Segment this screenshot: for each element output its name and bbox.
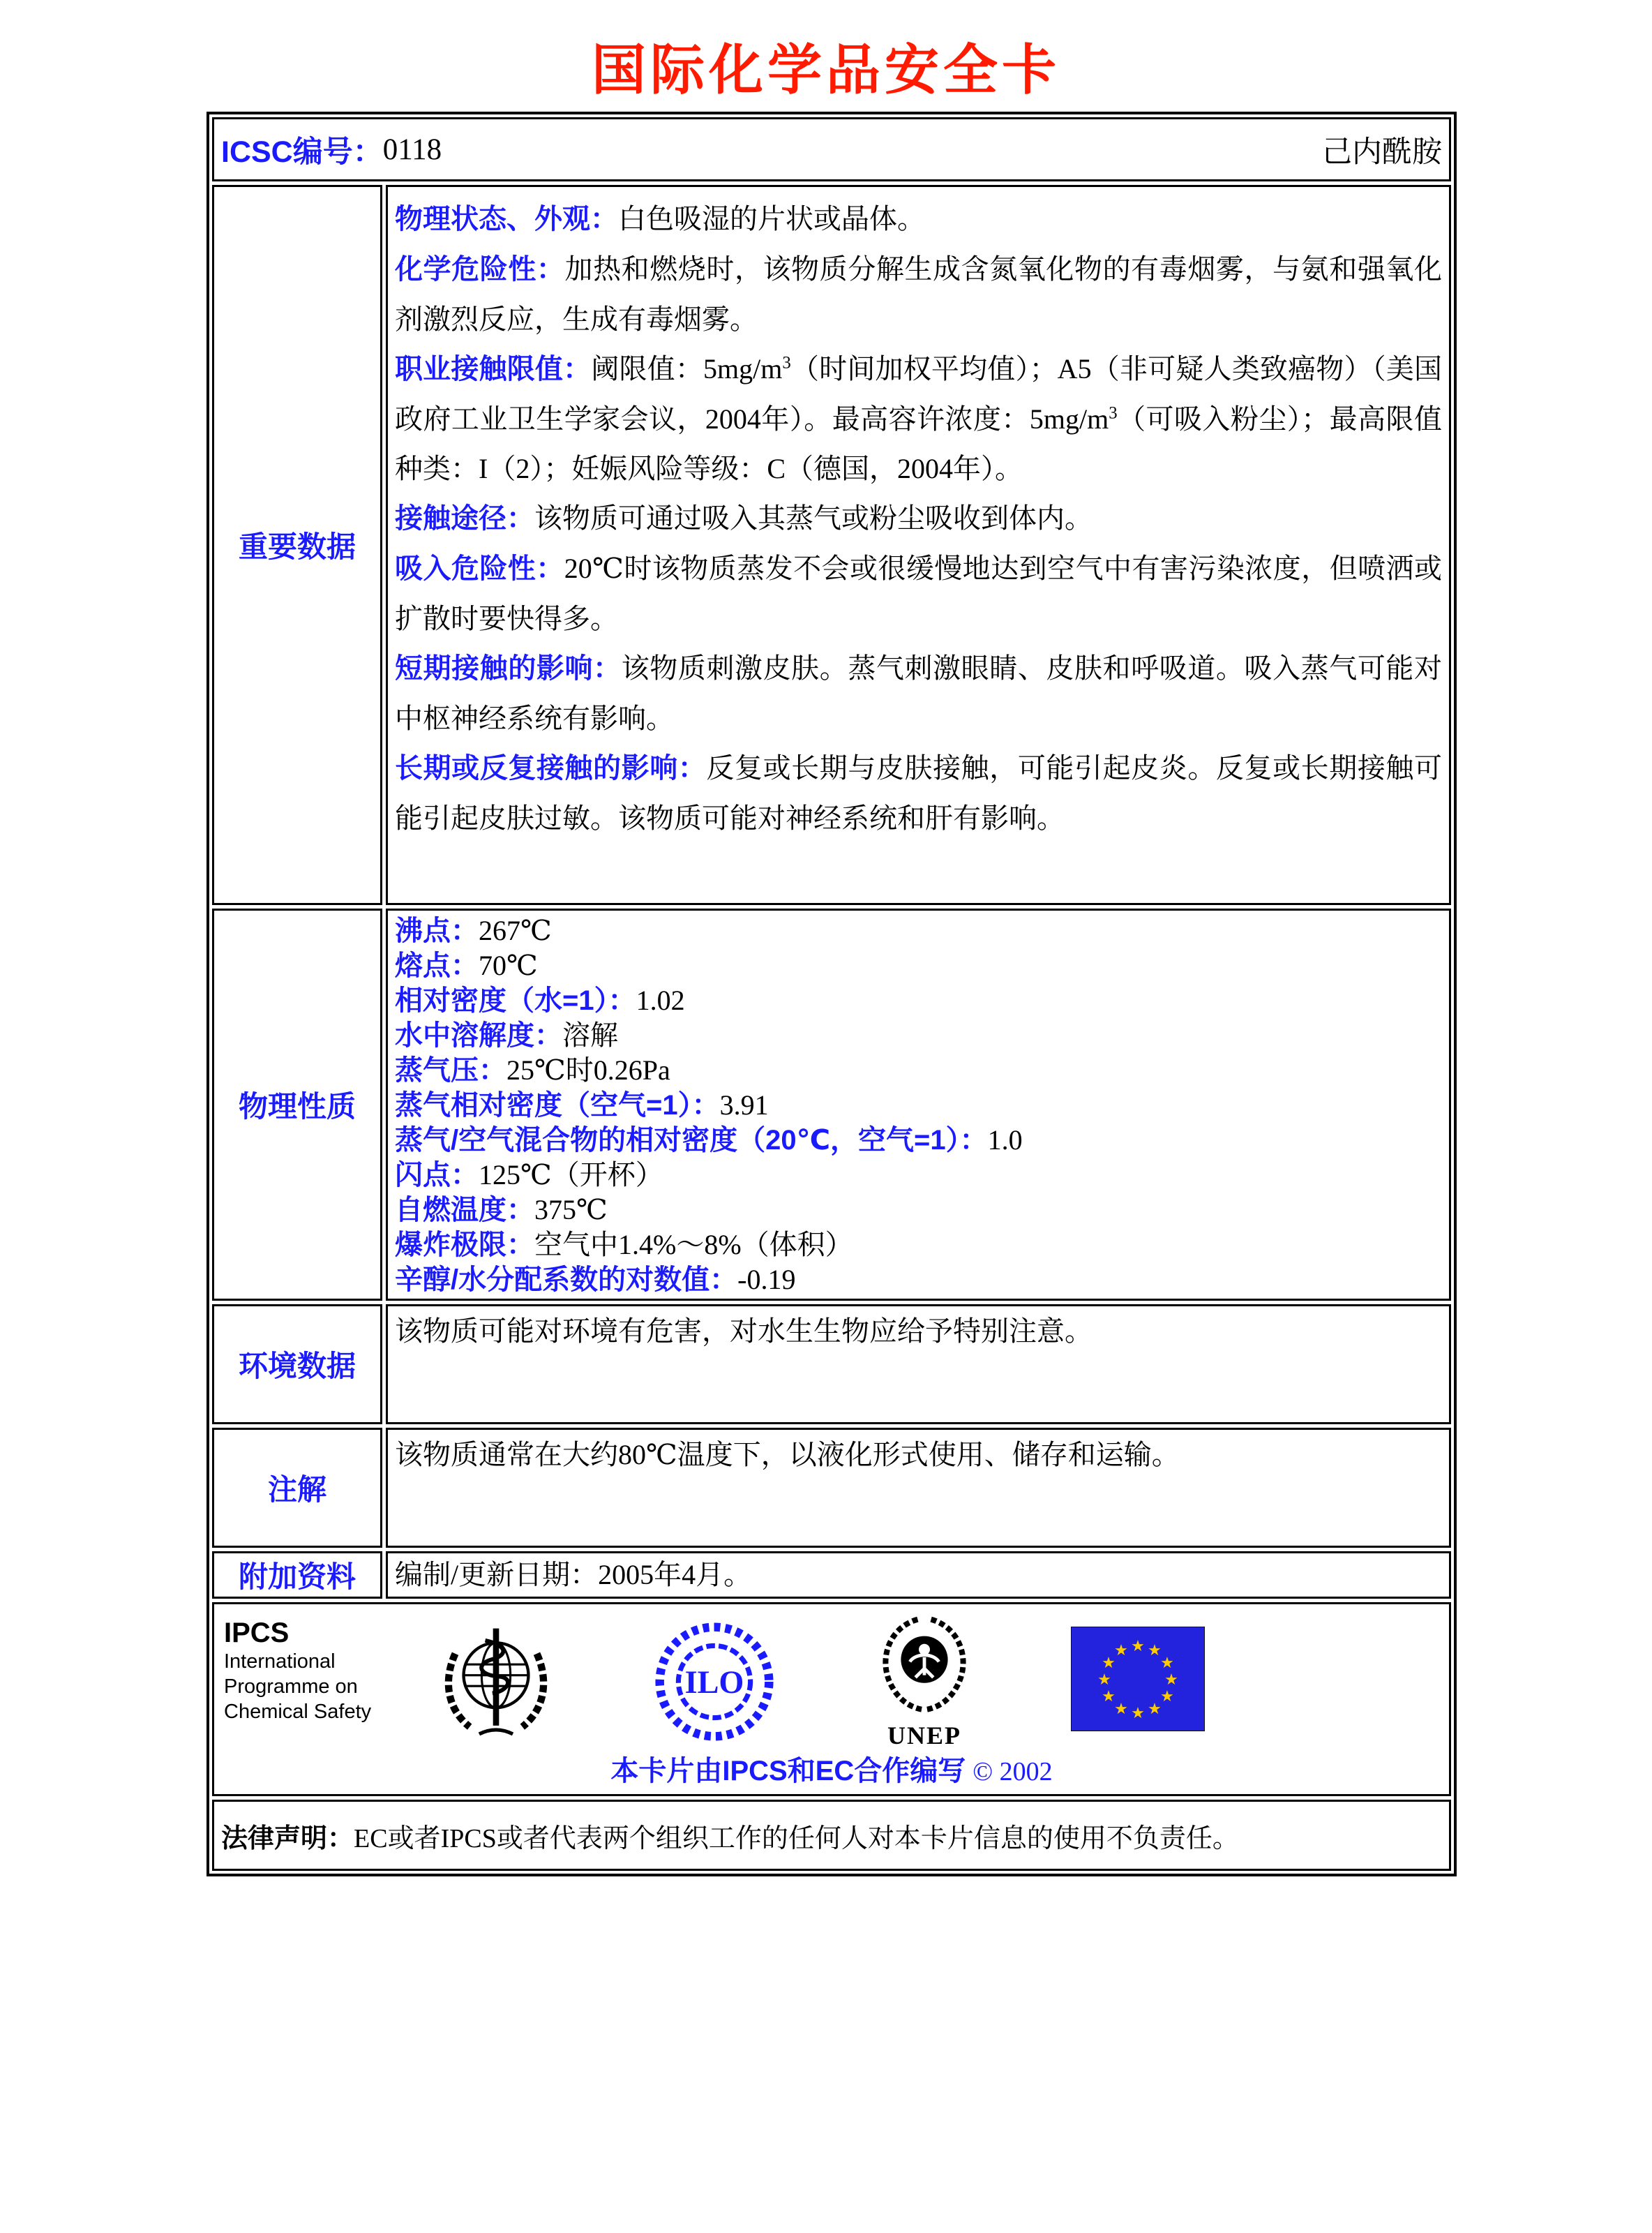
additional-info-row [212, 1551, 1451, 1599]
important-data-item [395, 194, 1442, 244]
section-label-notes: 注解 [212, 1428, 382, 1548]
legal-text: EC或者IPCS或者代表两个组织工作的任何人对本卡片信息的使用不负责任。 [354, 1823, 1239, 1853]
section-label-additional-info: 附加资料 [212, 1551, 382, 1599]
field-label: 接触途径： [395, 503, 534, 534]
unep-caption: UNEP [887, 1722, 961, 1749]
additional-info-text: 编制/更新日期：2005年4月。 [395, 1559, 752, 1590]
physical-property-line [395, 1193, 1442, 1227]
field-value: 1.0 [987, 1124, 1023, 1156]
svg-text:★: ★ [1164, 1671, 1178, 1689]
physical-property-line [395, 1123, 1442, 1158]
footer-row [212, 1602, 1451, 1796]
important-data-item [395, 344, 1442, 493]
who-logo-icon [436, 1622, 556, 1742]
header-cell [212, 117, 1451, 181]
field-value: 375℃ [534, 1194, 608, 1225]
important-data-content [386, 185, 1451, 905]
field-value: 125℃（开杯） [479, 1159, 663, 1190]
field-label: 自燃温度： [395, 1195, 534, 1225]
svg-text:★: ★ [1160, 1688, 1174, 1705]
icsc-card [206, 112, 1457, 1876]
field-label: 沸点： [395, 916, 479, 946]
field-label: 职业接触限值： [395, 354, 592, 384]
svg-text:★: ★ [1097, 1671, 1111, 1689]
icsc-number-group [221, 128, 442, 171]
ipcs-subtitle-line: International [224, 1650, 336, 1673]
field-value: 空气中1.4%～8%（体积） [534, 1229, 853, 1260]
physical-property-line [395, 983, 1442, 1018]
icsc-number-value: 0118 [382, 133, 442, 166]
field-value: 70℃ [479, 950, 538, 981]
icsc-number-label: ICSC编号： [221, 135, 383, 169]
svg-text:★: ★ [1114, 1642, 1128, 1659]
svg-text:★: ★ [1114, 1701, 1128, 1718]
field-label: 闪点： [395, 1160, 479, 1190]
ipcs-text-block [224, 1617, 371, 1724]
field-value: 20℃时该物质蒸发不会或很缓慢地达到空气中有害污染浓度，但喷洒或扩散时要快得多。 [395, 553, 1443, 634]
section-label-physical-properties: 物理性质 [212, 909, 382, 1301]
credit-line [214, 1749, 1449, 1788]
ipcs-title: IPCS [224, 1618, 290, 1648]
page-title: 国际化学品安全卡 [591, 40, 1060, 100]
notes-text: 该物质通常在大约80℃温度下，以液化形式使用、储存和运输。 [395, 1439, 1180, 1470]
svg-text:★: ★ [1102, 1655, 1116, 1672]
environmental-data-row [212, 1304, 1451, 1424]
physical-property-line [395, 1018, 1442, 1053]
field-label: 辛醇/水分配系数的对数值： [395, 1264, 738, 1295]
physical-property-line [395, 948, 1442, 983]
field-value: 加热和燃烧时，该物质分解生成含氮氧化物的有毒烟雾，与氨和强氧化剂激烈反应，生成有毒烟雾。 [395, 253, 1442, 335]
field-value: 该物质可通过吸入其蒸气或粉尘吸收到体内。 [534, 502, 1092, 534]
field-label: 短期接触的影响： [395, 653, 622, 684]
physical-property-line [395, 913, 1442, 948]
svg-text:★: ★ [1131, 1705, 1145, 1722]
footer-cell [212, 1602, 1451, 1796]
additional-info-content [386, 1551, 1451, 1599]
field-label: 蒸气/空气混合物的相对密度（20℃，空气=1）： [395, 1125, 988, 1156]
field-value: 25℃时0.26Pa [506, 1054, 670, 1086]
credit-text: 本卡片由IPCS和EC合作编写 [610, 1756, 966, 1786]
ipcs-subtitle-line: Chemical Safety [224, 1701, 372, 1723]
environmental-data-text: 该物质可能对环境有危害，对水生生物应给予特别注意。 [395, 1315, 1092, 1347]
unep-logo-block [869, 1613, 980, 1749]
physical-property-line [395, 1262, 1442, 1297]
header-row [212, 117, 1451, 181]
field-label: 爆炸极限： [395, 1230, 534, 1260]
field-label: 物理状态、外观： [395, 204, 618, 234]
field-label: 长期或反复接触的影响： [395, 753, 707, 784]
eu-flag-icon [1071, 1627, 1205, 1731]
svg-text:★: ★ [1148, 1701, 1162, 1718]
svg-text:★: ★ [1160, 1655, 1174, 1672]
physical-properties-content [386, 909, 1451, 1301]
physical-properties-row [212, 909, 1451, 1301]
field-value: 3.91 [719, 1089, 769, 1121]
field-value: 反复或长期与皮肤接触，可能引起皮炎。反复或长期接触可能引起皮肤过敏。该物质可能对神经系统和肝有影响。 [395, 752, 1443, 834]
field-label: 熔点： [395, 950, 479, 981]
important-data-item [395, 643, 1442, 743]
field-value: 1.02 [636, 985, 685, 1016]
field-label: 相对密度（水=1）： [395, 985, 636, 1016]
unep-logo-icon [869, 1613, 980, 1719]
important-data-item [395, 544, 1442, 643]
physical-property-line [395, 1158, 1442, 1193]
svg-text:★: ★ [1131, 1638, 1145, 1655]
notes-row [212, 1428, 1451, 1548]
section-label-important-data: 重要数据 [212, 185, 382, 905]
ilo-logo-icon [652, 1620, 776, 1744]
legal-label: 法律声明： [221, 1823, 354, 1853]
field-value: 白色吸湿的片状或晶体。 [618, 203, 925, 234]
physical-property-line [395, 1088, 1442, 1123]
section-label-environmental-data: 环境数据 [212, 1304, 382, 1424]
credit-copyright: © 2002 [973, 1757, 1053, 1786]
legal-row [212, 1800, 1451, 1871]
physical-property-line [395, 1227, 1442, 1262]
svg-text:★: ★ [1102, 1688, 1116, 1705]
environmental-data-content [386, 1304, 1451, 1424]
physical-property-line [395, 1053, 1442, 1088]
field-label: 蒸气压： [395, 1055, 506, 1086]
field-value: -0.19 [737, 1264, 796, 1295]
field-value: 阈限值：$5mg/m^3$（时间加权平均值）；A5（非可疑人类致癌物）（美国政府工业卫生学家会议，2004年）。最高容许浓度：$5mg/m^3$（可吸入粉尘）；最高限值种类：I（2）；妊娠风险等级：C（德国，2004年）。 [395, 353, 1443, 484]
important-data-row [212, 185, 1451, 905]
field-label: 化学危险性： [395, 254, 565, 285]
important-data-item [395, 244, 1442, 344]
ilo-monogram: ILO [684, 1665, 744, 1701]
important-data-item [395, 743, 1442, 843]
ipcs-subtitle-line: Programme on [224, 1675, 358, 1698]
field-label: 蒸气相对密度（空气=1）： [395, 1090, 720, 1121]
field-label: 吸入危险性： [395, 553, 564, 584]
svg-text:★: ★ [1148, 1642, 1162, 1659]
notes-content [386, 1428, 1451, 1548]
legal-cell [212, 1800, 1451, 1871]
field-value: 267℃ [479, 915, 552, 946]
field-value: 该物质刺激皮肤。蒸气刺激眼睛、皮肤和呼吸道。吸入蒸气可能对中枢神经系统有影响。 [395, 652, 1443, 734]
chemical-name: 己内酰胺 [1322, 135, 1442, 169]
field-value: 溶解 [562, 1020, 618, 1051]
field-label: 水中溶解度： [395, 1020, 562, 1051]
important-data-item [395, 493, 1442, 544]
